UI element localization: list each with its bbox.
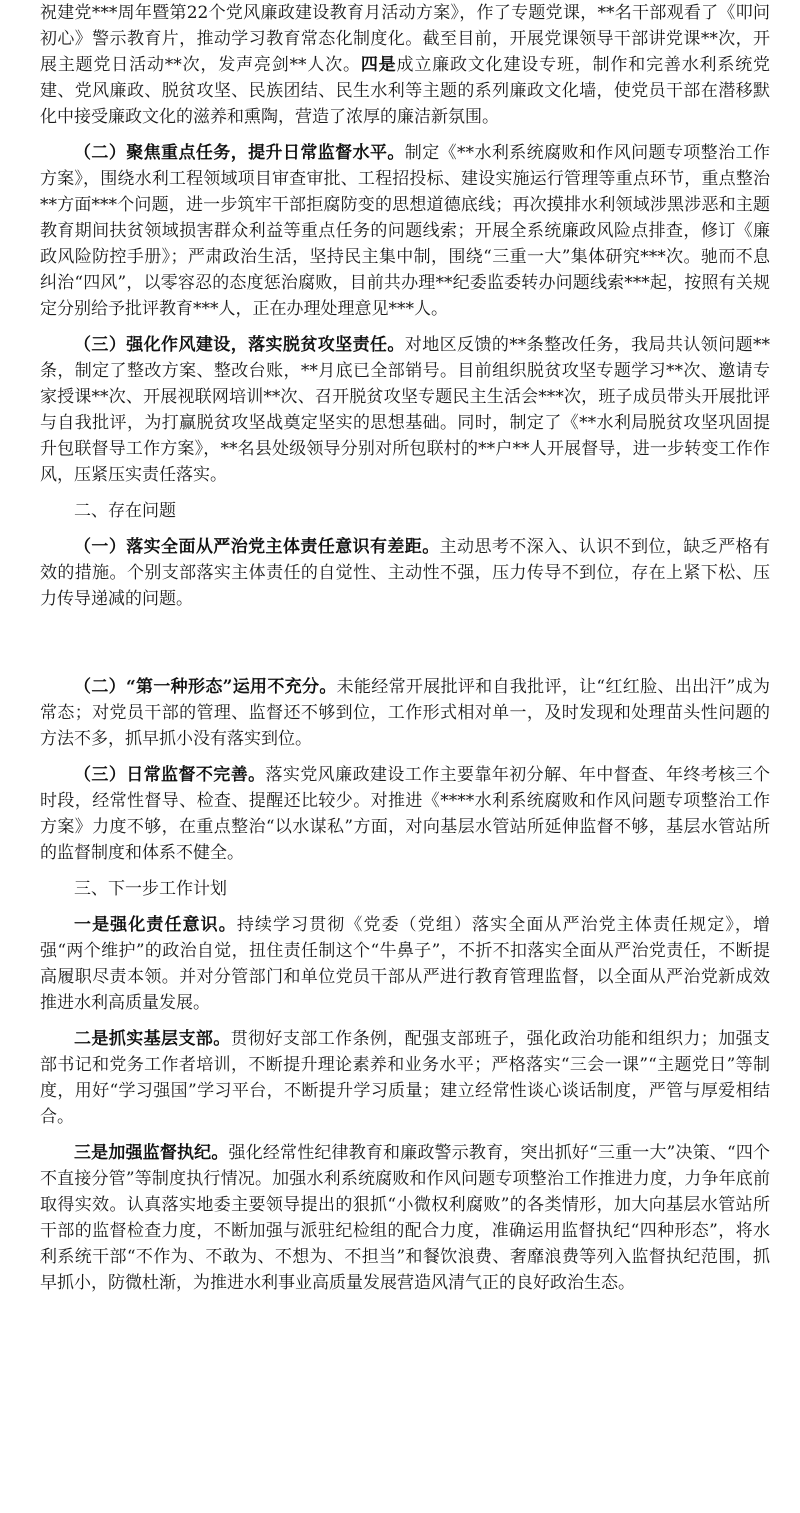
paragraph-problem-3: （三）日常监督不完善。落实党风廉政建设工作主要靠年初分解、年中督查、年终考核三个时段，经常性督导、检查、提醒还比较少。对推进《****水利系统腐败和作风问题专项整治工作方案》力度不够，在重点整治“以水谋私”方面，对向基层水管站所延伸监督不够，基层水管站所的监督制度和体系不健全。 (40, 765, 771, 863)
paragraph-problem-1: （一）落实全面从严治党主体责任意识有差距。主动思考不深入、认识不到位，缺乏严格有效的措施。个别支部落实主体责任的自觉性、主动性不强，压力传导不到位，存在上紧下松、压力传导递减的问题。 (40, 537, 771, 609)
bold-lead: 一是强化责任意识。 (74, 915, 237, 935)
bold-lead: 二是抓实基层支部。 (74, 1029, 231, 1049)
paragraph-plan-2: 二是抓实基层支部。贯彻好支部工作条例，配强支部班子，强化政治功能和组织力；加强支部书记和党务工作者培训，不断提升理论素养和业务水平；严格落实“三会一课”“主题党日”等制度，用好“学习强国”学习平台，不断提升学习质量；建立经常性谈心谈话制度，严管与厚爱相结合。 (40, 1029, 771, 1127)
bold-lead: 三是加强监督执纪。 (74, 1143, 229, 1163)
bold-lead: 四是 (360, 55, 397, 75)
page-gap (40, 622, 770, 674)
bold-lead: （二）聚焦重点任务，提升日常监督水平。 (74, 143, 405, 163)
paragraph-plan-3: 三是加强监督执纪。强化经常性纪律教育和廉政警示教育，突出抓好“三重一大”决策、“四个不直接分管”等制度执行情况。加强水利系统腐败和作风问题专项整治工作推进力度，力争年底前取得实效。认真落实地委主要领导提出的狠抓“小微权利腐败”的各类情形，加大向基层水管站所干部的监督检查力度，不断加强与派驻纪检组的配合力度，准确运用监督执纪“四种形态”，将水利系统干部“不作为、不敢为、不想为、不担当”和餐饮浪费、奢靡浪费等列入监督执纪范围，抓早抓小，防微杜渐，为推进水利事业高质量发展营造风清气正的良好政治生态。 (40, 1143, 771, 1293)
section-heading-problems: 二、存在问题 (74, 501, 176, 521)
bold-lead: （三）日常监督不完善。 (74, 765, 266, 785)
document-body (40, 0, 770, 1306)
bold-lead: （三）强化作风建设，落实脱贫攻坚责任。 (74, 335, 405, 355)
bold-lead: （二）“第一种形态”运用不充分。 (74, 677, 337, 697)
paragraph-focus-tasks: （二）聚焦重点任务，提升日常监督水平。制定《**水利系统腐败和作风问题专项整治工作方案》，围绕水利工程领域项目审查审批、工程招投标、建设实施运行管理等重点环节，重点整治**方面***个问题，进一步筑牢干部拒腐防变的思想道德底线；再次摸排水利领域涉黑涉恶和主题教育期间扶贫领域损害群众利益等重点任务的问题线索；开展全系统廉政风险点排查，修订《廉政风险防控手册》；严肃政治生活，坚持民主集中制，围绕“三重一大”集体研究***次。驰而不息纠治“四风”，以零容忍的态度惩治腐败，目前共办理**纪委监委转办问题线索***起，按照有关规定分别给予批评教育***人，正在办理处理意见***人。 (40, 143, 771, 319)
paragraph-plan-1: 一是强化责任意识。持续学习贯彻《党委（党组）落实全面从严治党主体责任规定》，增强“两个维护”的政治自觉，扭住责任制这个“牛鼻子”，不折不扣落实全面从严治党责任，不断提高履职尽责本领。并对分管部门和单位党员干部从严进行教育管理监督，以全面从严治党新成效推进水利高质量发展。 (40, 915, 771, 1013)
paragraph-problem-2: （二）“第一种形态”运用不充分。未能经常开展批评和自我批评，让“红红脸、出出汗”成为常态；对党员干部的管理、监督还不够到位，工作形式相对单一，及时发现和处理苗头性问题的方法不多，抓早抓小没有落实到位。 (40, 677, 770, 749)
paragraph-intro-continuation: 祝建党***周年暨第22个党风廉政建设教育月活动方案》，作了专题党课，**名干部观看了《叩问初心》警示教育片，推动学习教育常态化制度化。截至目前，开展党课领导干部讲党课**次，开展主题党日活动**次，发声亮剑**人次。四是成立廉政文化建设专班，制作和完善水利系统党建、党风廉政、脱贫攻坚、民族团结、民生水利等主题的系列廉政文化墙，使党员干部在潜移默化中接受廉政文化的滋养和熏陶，营造了浓厚的廉洁新氛围。 (40, 3, 771, 127)
bold-lead: （一）落实全面从严治党主体责任意识有差距。 (74, 537, 440, 557)
section-heading-plan: 三、下一步工作计划 (74, 879, 227, 899)
paragraph-poverty-alleviation: （三）强化作风建设，落实脱贫攻坚责任。对地区反馈的**条整改任务，我局共认领问题**条，制定了整改方案、整改台账，**月底已全部销号。目前组织脱贫攻坚专题学习**次、邀请专家授课**次、开展视联网培训**次、召开脱贫攻坚专题民主生活会***次，班子成员带头开展批评与自我批评，为打赢脱贫攻坚战奠定坚实的思想基础。同时，制定了《**水利局脱贫攻坚巩固提升包联督导工作方案》，**名县处级领导分别对所包联村的**户**人开展督导，进一步转变工作作风，压紧压实责任落实。 (40, 335, 771, 485)
